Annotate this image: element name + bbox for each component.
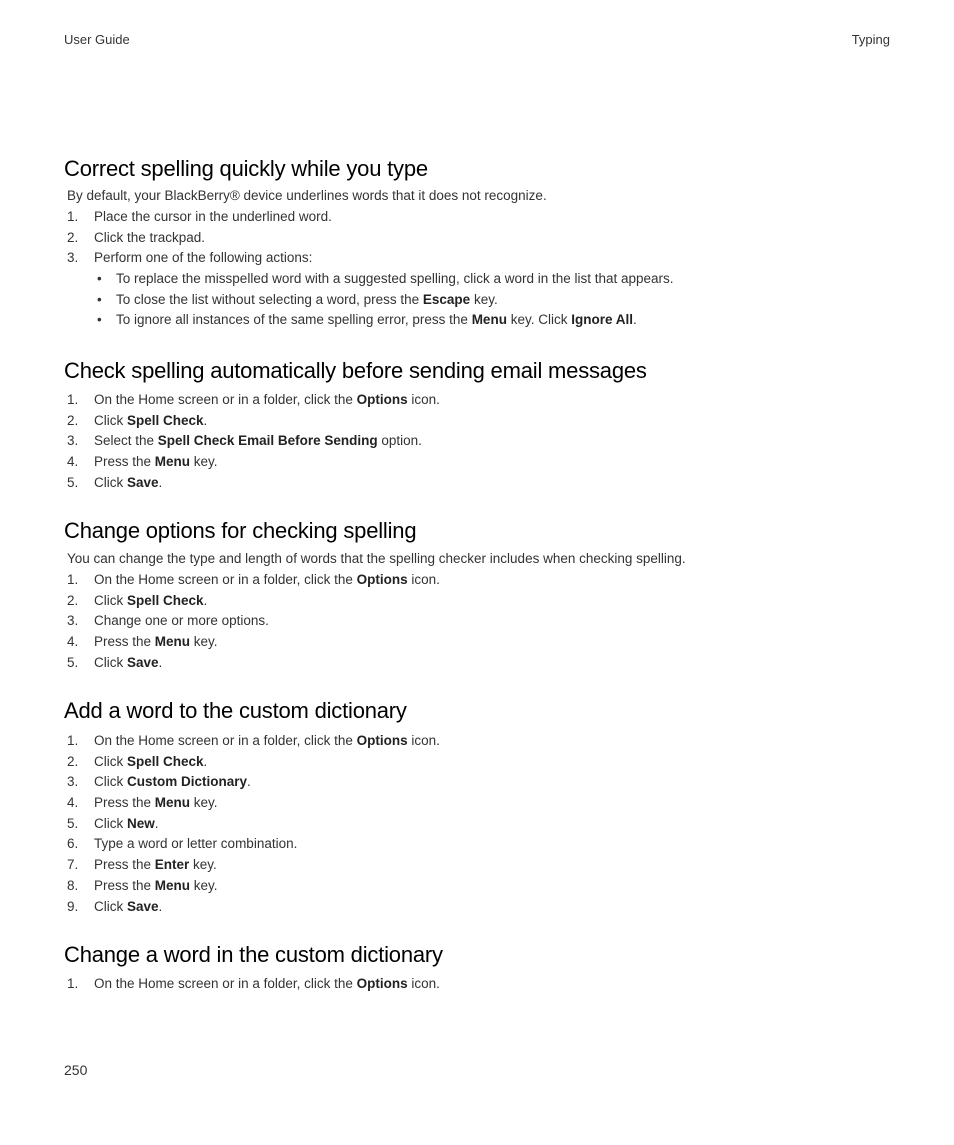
step-item: 7. Press the Enter key.	[67, 857, 217, 873]
section-title: Correct spelling quickly while you type	[64, 156, 428, 181]
step-item: 5. Click Save.	[67, 474, 163, 490]
step-item: 2. Click Spell Check.	[67, 753, 208, 769]
step-item: 6. Type a word or letter combination.	[67, 836, 298, 852]
step-item: 2. Click Spell Check.	[67, 412, 208, 428]
section-title: Change options for checking spelling	[64, 518, 417, 543]
section-title: Check spelling automatically before sending email messages	[64, 358, 647, 383]
section-title: Change a word in the custom dictionary	[64, 942, 443, 967]
step-item: 5. Click New.	[67, 815, 159, 831]
bullet-item: • To close the list without selecting a word, press the Escape key.	[64, 290, 674, 311]
step-bullets-container	[64, 269, 674, 331]
step-item: 1. On the Home screen or in a folder, click the Options icon.	[67, 976, 440, 991]
steps-list	[64, 390, 440, 493]
steps-list	[64, 974, 440, 995]
steps-list	[64, 207, 674, 331]
bullet-item: • To ignore all instances of the same spelling error, press the Menu key. Click Ignore All.	[64, 310, 674, 331]
step-item: 4. Press the Menu key.	[67, 795, 218, 811]
bullet-list	[64, 269, 674, 331]
step-item: 8. Press the Menu key.	[67, 877, 218, 893]
step-item: 1. On the Home screen or in a folder, click the Options icon.	[67, 392, 440, 407]
step-item: 1. Place the cursor in the underlined word.	[67, 209, 332, 224]
step-item: 4. Press the Menu key.	[67, 634, 218, 650]
step-item: 9. Click Save.	[67, 898, 163, 914]
section-intro: You can change the type and length of words that the spelling checker includes when checking spelling.	[67, 551, 686, 566]
step-item: 1. On the Home screen or in a folder, click the Options icon.	[67, 733, 440, 748]
running-header-right: Typing	[851, 32, 890, 47]
steps-list	[64, 570, 440, 673]
section-intro: By default, your BlackBerry® device underlines words that it does not recognize.	[67, 188, 547, 203]
step-item: 1. On the Home screen or in a folder, click the Options icon.	[67, 572, 440, 587]
step-item: 2. Click the trackpad.	[67, 229, 206, 245]
step-item: 2. Click Spell Check.	[67, 592, 208, 608]
step-item: 3. Change one or more options.	[67, 613, 269, 629]
bullet-item: • To replace the misspelled word with a suggested spelling, click a word in the list that appears.	[64, 269, 674, 290]
page-number: 250	[64, 1062, 88, 1078]
step-item: 3. Perform one of the following actions:	[67, 250, 313, 266]
step-item: 4. Press the Menu key.	[67, 454, 218, 470]
step-item: 3. Select the Spell Check Email Before Sending option.	[67, 433, 422, 449]
step-item: 3. Click Custom Dictionary.	[67, 774, 251, 790]
steps-list	[64, 731, 440, 917]
section-title: Add a word to the custom dictionary	[64, 698, 407, 723]
step-item: 5. Click Save.	[67, 654, 163, 670]
running-header-left: User Guide	[64, 32, 130, 47]
